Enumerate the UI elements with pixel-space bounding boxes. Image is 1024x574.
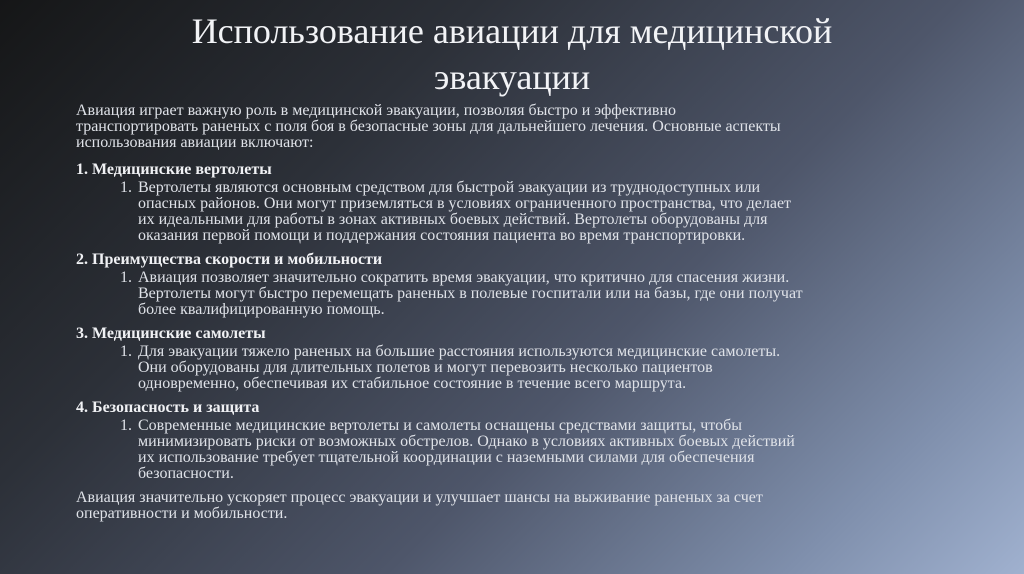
text-line: их идеальными для работы в зонах активных боевых действий. Вертолеты оборудованы для [138, 211, 768, 228]
item-number: 1. [120, 343, 132, 360]
closing-paragraph [76, 490, 956, 522]
item-number: 1. [120, 179, 132, 196]
text-line: транспортировать раненых с поля боя в безопасные зоны для дальнейшего лечения. Основные аспекты [76, 118, 781, 135]
item-text [138, 418, 956, 482]
text-line: Для эвакуации тяжело раненых на большие расстояния используются медицинские самолеты. [138, 343, 781, 360]
list-item [76, 270, 956, 318]
item-text [138, 344, 956, 392]
item-text [138, 180, 956, 244]
section-heading: 3. Медицинские самолеты [76, 325, 266, 342]
section-heading: 1. Медицинские вертолеты [76, 161, 272, 178]
item-number: 1. [120, 269, 132, 286]
title-line: эвакуации [433, 57, 591, 97]
section-heading: 4. Безопасность и защита [76, 399, 260, 416]
text-line: минимизировать риски от возможных обстрелов. Однако в условиях активных боевых действий [138, 433, 795, 450]
text-line: Авиация значительно ускоряет процесс эвакуации и улучшает шансы на выживание раненых за счет [76, 489, 763, 506]
text-line: одновременно, обеспечивая их стабильное состояние в течение всего маршрута. [138, 375, 687, 392]
list-item [76, 418, 956, 482]
intro-paragraph [76, 103, 956, 151]
item-text [138, 270, 956, 318]
text-line: оказания первой помощи и поддержания состояния пациента во время транспортировки. [138, 227, 746, 244]
text-line: опасных районов. Они могут приземляться в условиях ограниченного пространства, что делает [138, 195, 792, 212]
text-line: Вертолеты могут быстро перемещать раненых в полевые госпитали или на базы, где они получат [138, 285, 803, 302]
slide-title [60, 8, 964, 100]
section-heading: 2. Преимущества скорости и мобильности [76, 251, 383, 268]
text-line: Вертолеты являются основным средством для быстрой эвакуации из труднодоступных или [138, 179, 761, 196]
list-item [76, 180, 956, 244]
text-line: Авиация играет важную роль в медицинской эвакуации, позволяя быстро и эффективно [76, 102, 676, 119]
slide-body [76, 103, 956, 533]
text-line: более квалифицированную помощь. [138, 301, 385, 318]
text-line: Авиация позволяет значительно сократить время эвакуации, что критично для спасения жизни. [138, 269, 790, 286]
text-line: Они оборудованы для длительных полетов и могут перевозить несколько пациентов [138, 359, 713, 376]
list-item [76, 344, 956, 392]
item-number: 1. [120, 417, 132, 434]
text-line: Современные медицинские вертолеты и самолеты оснащены средствами защиты, чтобы [138, 417, 742, 434]
text-line: безопасности. [138, 465, 234, 482]
text-line: использования авиации включают: [76, 134, 314, 151]
text-line: их использование требует тщательной координации с наземными силами для обеспечения [138, 449, 755, 466]
text-line: оперативности и мобильности. [76, 505, 288, 522]
title-line: Использование авиации для медицинской [191, 11, 833, 51]
